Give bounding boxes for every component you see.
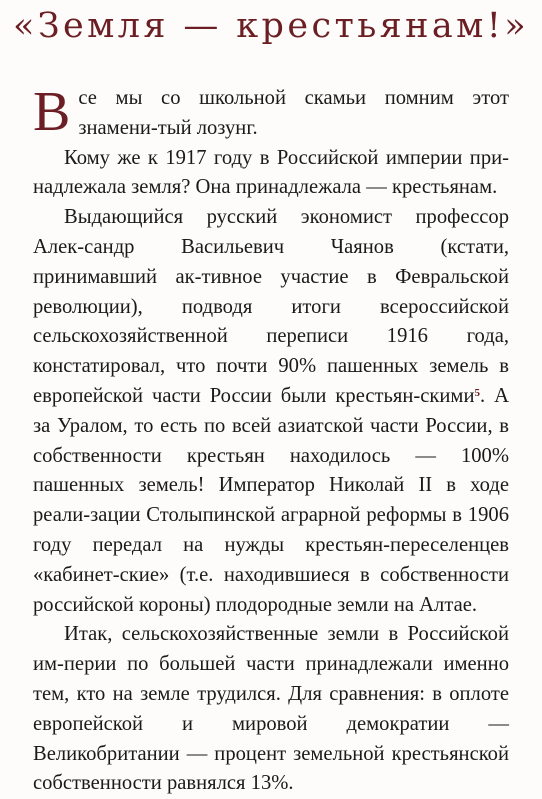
paragraph-4: Итак, сельскохозяйственные земли в Российской им-перии по большей части принадлежали именно тем, кто на земле трудился. Для сравнения: в оплоте европейской и мировой демократии — Великобритании — процент земельной крестьянской собственности равнялся 13%.: [33, 623, 509, 795]
paragraph-2: Кому же к 1917 году в Российской империи при-надлежала земля? Она принадлежала — крестьянам.: [33, 146, 509, 199]
body-text: [33, 81, 509, 799]
paragraph-3-text-b: . А за Уралом, то есть по всей азиатской части России, в собственности крестьян находилось — 100% пашенных земель! Император Николай II в ходе реали-зации Столыпинской аграрной реформы в 1906 году передал на нужды крестьян-переселенцев «кабинет-ские» (т.е. находившиеся в собственности российской короны) плодородные земли на Алтае.: [33, 384, 509, 616]
footnote-reference[interactable]: 5: [474, 386, 480, 399]
chapter-title: «Земля — крестьянам!»: [12, 6, 530, 46]
paragraph-3-text-a: Выдающийся русский экономист профессор Алек-сандр Васильевич Чаянов (кстати, принимавший ак-тивное участие в Февральской революции), подводя итоги всероссийской сельскохозяйственной переписи 1916 года, констатировал, что почти 90% пашенных земель в европейской части России были крестьян-скими: [33, 206, 509, 407]
drop-cap: В: [33, 81, 71, 143]
paragraph-3: [33, 203, 509, 620]
paragraph-1: [33, 81, 509, 144]
paragraph-1-text: се мы со школьной скамьи помним этот знамени-тый лозунг.: [78, 87, 509, 139]
